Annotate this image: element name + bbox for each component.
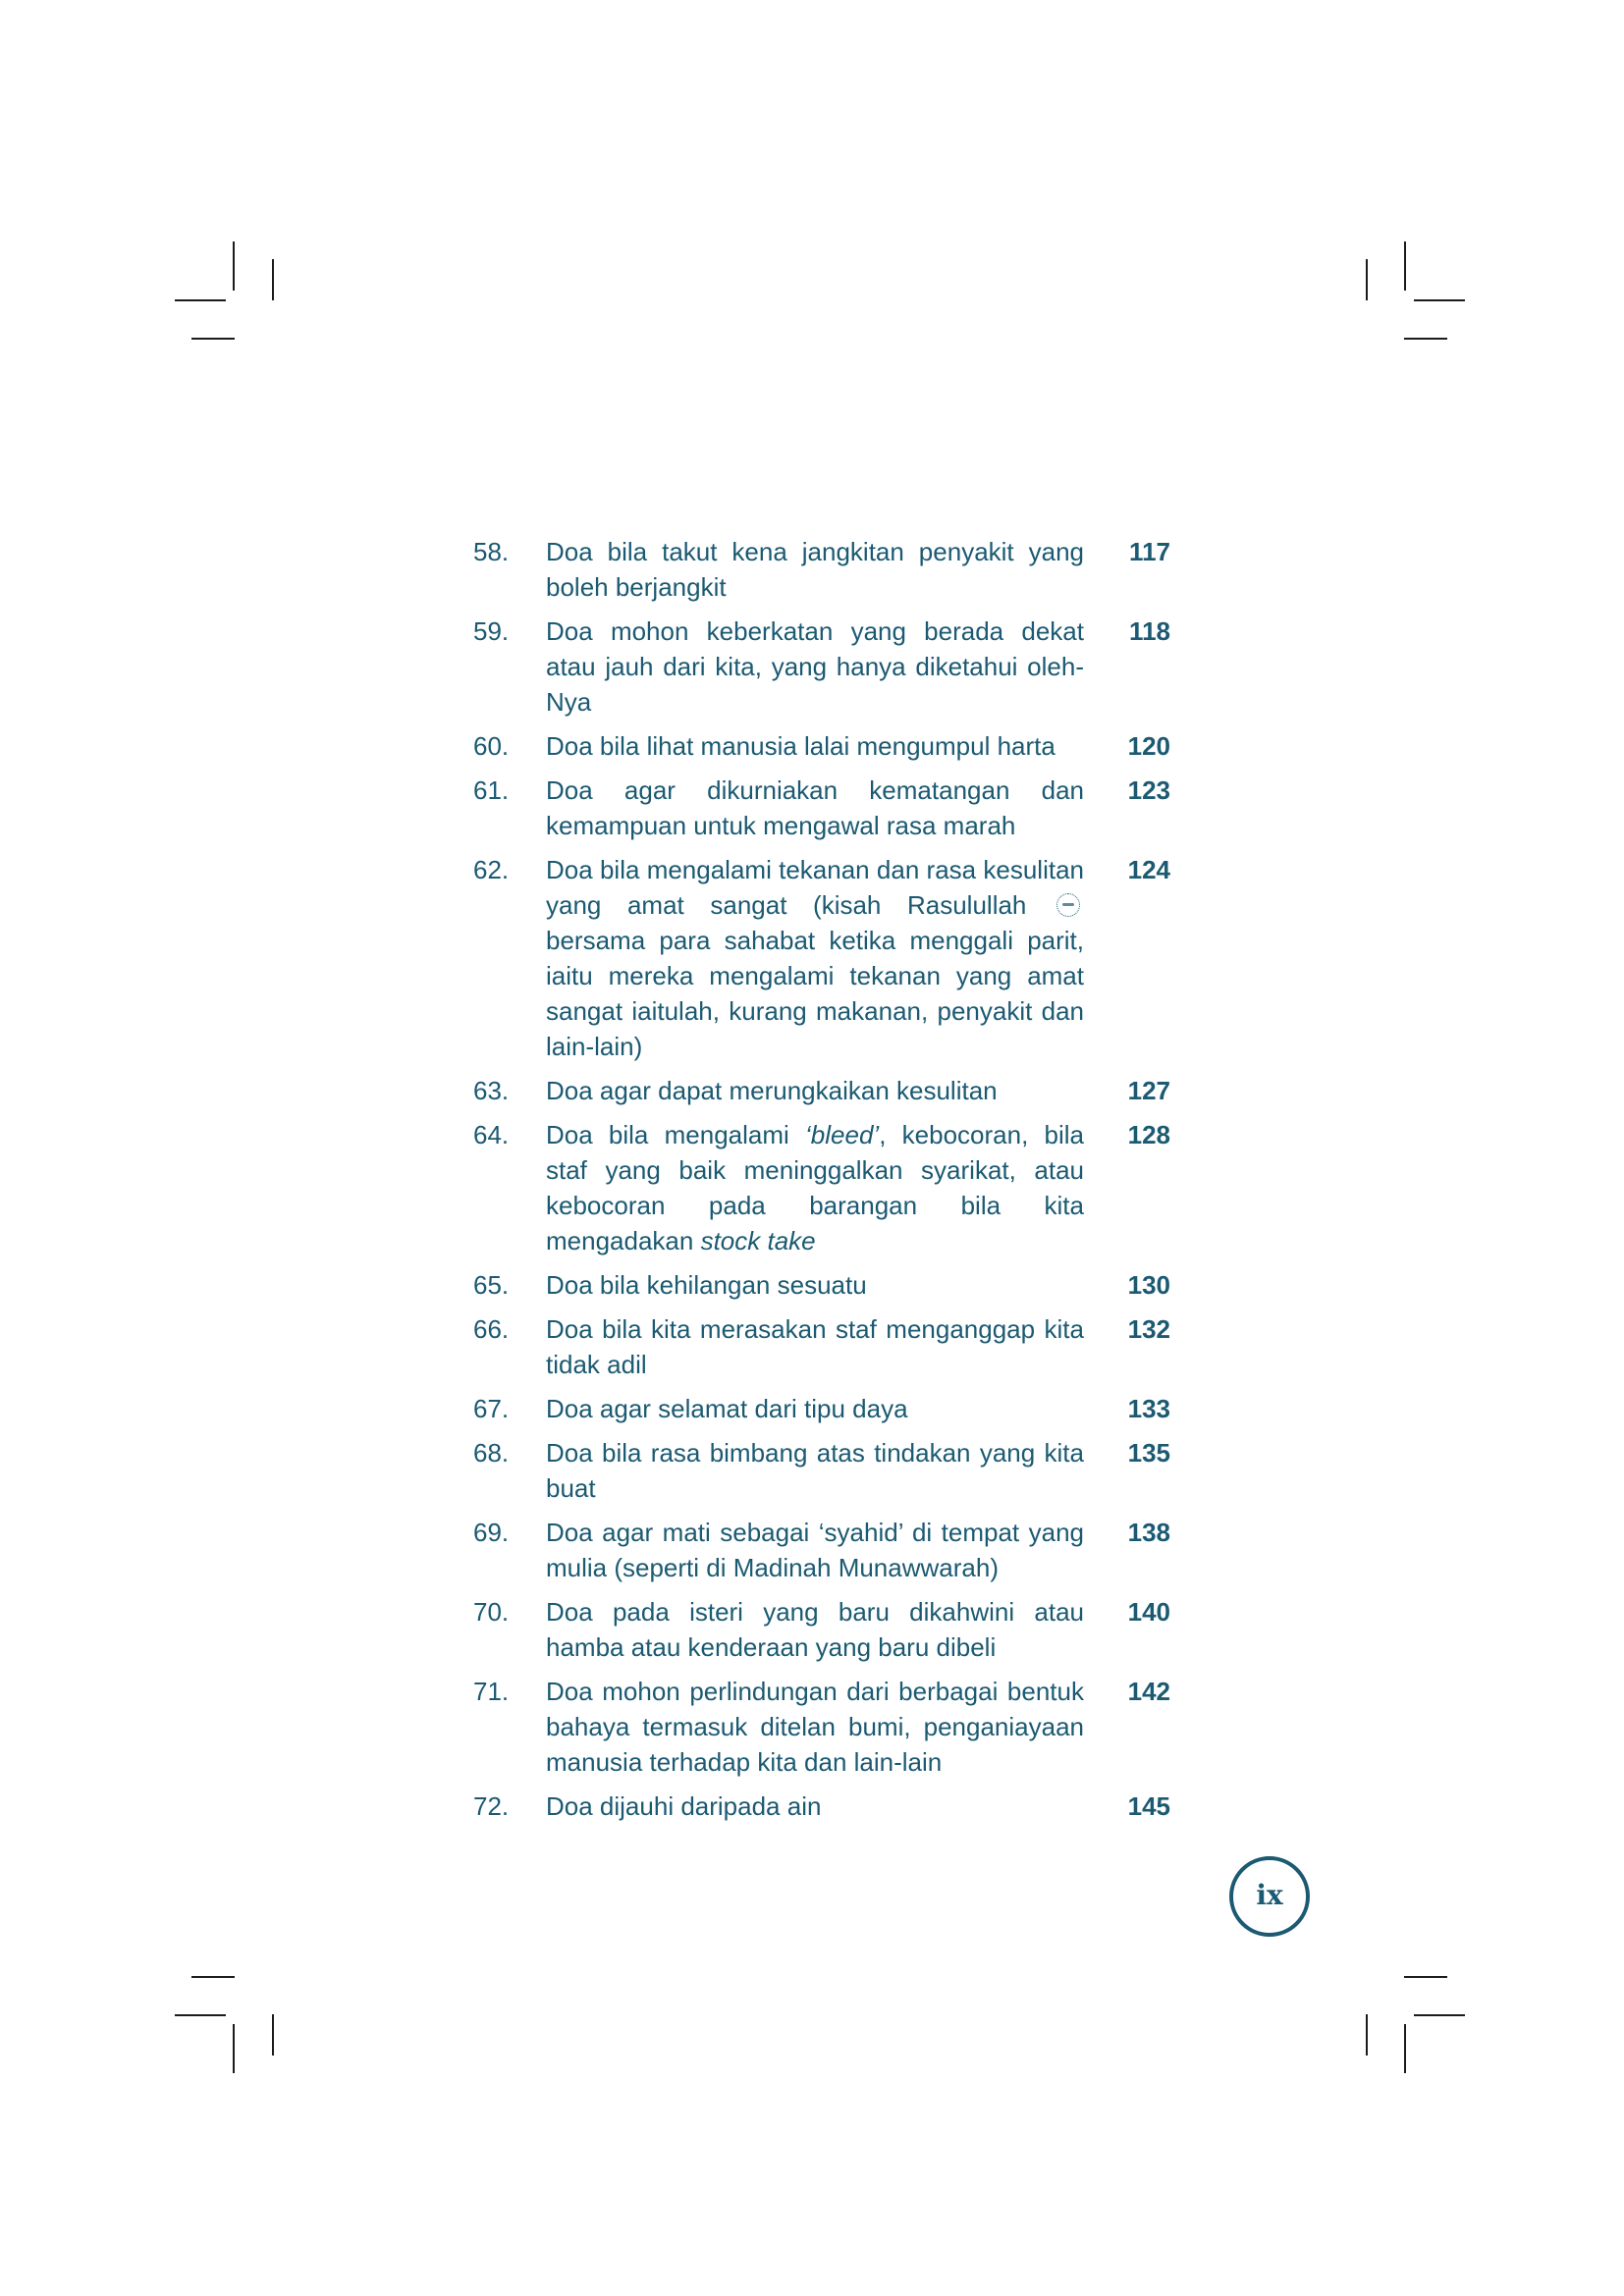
toc-entry-title-text: Doa bila kita merasakan staf menganggap kita tidak adil [546,1314,1084,1379]
toc-entry-title-text: Doa pada isteri yang baru dikahwini atau hamba atau kenderaan yang baru dibeli [546,1597,1084,1662]
crop-mark [1404,2024,1406,2073]
toc-entry-page: 117 [1129,537,1170,566]
toc-entry-title [546,852,1084,1064]
crop-mark [1366,259,1368,300]
toc-entry-title-text: Doa mohon perlindungan dari berbagai bentuk bahaya termasuk ditelan bumi, penganiayaan manusia terhadap kita dan lain-lain [546,1677,1084,1777]
toc-entry[interactable] [473,1674,1170,1780]
toc-entry-title [546,614,1084,720]
toc-entry-number: 72. [473,1791,510,1821]
toc-entry[interactable] [473,1594,1170,1665]
toc-entry-title [546,534,1084,605]
toc-entry-title-text: Doa dijauhi daripada ain [546,1791,822,1821]
toc-entry-page: 145 [1127,1791,1170,1821]
toc-entry[interactable] [473,1117,1170,1258]
toc-entry-number: 69. [473,1518,510,1547]
toc-entry[interactable] [473,1391,1170,1426]
toc-entry[interactable] [473,1073,1170,1108]
toc-entry-title-text: bersama para sahabat ketika menggali parit, iaitu mereka mengalami tekanan yang amat sangat iaitulah, kurang makanan, penyakit dan lain-lain) [546,926,1084,1061]
toc-entry[interactable] [473,534,1170,605]
toc-entry-page: 135 [1127,1438,1170,1468]
toc-entry[interactable] [473,1435,1170,1506]
toc-entry-title [546,1267,1084,1303]
salawat-icon [1056,893,1080,917]
toc-entry-title [546,1391,1084,1426]
toc-entry-title [546,1594,1084,1665]
crop-mark [233,241,235,291]
toc-entry-number: 64. [473,1120,510,1149]
toc-entry[interactable] [473,773,1170,843]
crop-mark [1404,338,1447,340]
toc-entry-number: 67. [473,1394,510,1423]
toc-entry-title [546,1435,1084,1506]
page-number-badge [1229,1856,1310,1937]
toc-entry-page: 138 [1127,1518,1170,1547]
toc-entry-number: 70. [473,1597,510,1627]
crop-mark [175,299,226,301]
toc-entry-title-italic: ‘bleed’ [805,1120,880,1149]
toc-entry-number: 58. [473,537,510,566]
crop-mark [233,2024,235,2073]
crop-mark [175,2014,226,2016]
toc-entry-number: 66. [473,1314,510,1344]
crop-mark [191,1976,235,1978]
toc-entry-number: 71. [473,1677,510,1706]
toc-entry-title [546,1117,1084,1258]
toc-entry-title-italic: stock take [700,1226,816,1255]
toc-entry-title-text: Doa bila takut kena jangkitan penyakit yang boleh berjangkit [546,537,1084,602]
toc-entry-page: 123 [1127,775,1170,805]
toc-entry[interactable] [473,728,1170,764]
toc-entry-page: 124 [1127,855,1170,884]
toc-entry-page: 118 [1129,616,1170,646]
toc-entry-title-text: Doa agar dikurniakan kematangan dan kemampuan untuk mengawal rasa marah [546,775,1084,840]
toc-entry-number: 63. [473,1076,510,1105]
toc-entry-title [546,1515,1084,1585]
toc-entry-title [546,1073,1084,1108]
toc-entry-page: 130 [1127,1270,1170,1300]
toc-entry-title-text: Doa agar mati sebagai ‘syahid’ di tempat yang mulia (seperti di Madinah Munawwarah) [546,1518,1084,1582]
toc-entry-page: 140 [1127,1597,1170,1627]
crop-mark [1404,1976,1447,1978]
toc-entry-page: 133 [1127,1394,1170,1423]
toc-entry-number: 59. [473,616,510,646]
toc-entry-page: 132 [1127,1314,1170,1344]
crop-mark [1414,299,1465,301]
toc-entry[interactable] [473,1515,1170,1585]
toc-entry-page: 128 [1127,1120,1170,1149]
crop-mark [1366,2014,1368,2056]
toc-entry-title [546,1311,1084,1382]
toc-entry-title [546,728,1084,764]
toc-entry-title-text: Doa bila rasa bimbang atas tindakan yang kita buat [546,1438,1084,1503]
toc-entry-number: 62. [473,855,510,884]
crop-mark [191,338,235,340]
toc-entry-number: 60. [473,731,510,761]
crop-mark [1414,2014,1465,2016]
toc-entry-title [546,1674,1084,1780]
toc-entry-title [546,773,1084,843]
toc-entry-title-text: , kebocoran, bila staf yang baik meninggalkan syarikat, atau kebocoran pada barangan bila kita mengadakan [546,1120,1084,1255]
crop-mark [1404,241,1406,291]
toc-entry-number: 61. [473,775,510,805]
table-of-contents [473,534,1170,1833]
toc-entry[interactable] [473,614,1170,720]
toc-entry-number: 65. [473,1270,510,1300]
toc-entry-page: 127 [1127,1076,1170,1105]
toc-entry-title-text: Doa bila mengalami [546,1120,806,1149]
crop-mark [272,2014,274,2056]
toc-entry-title-text: Doa agar selamat dari tipu daya [546,1394,908,1423]
toc-entry[interactable] [473,1311,1170,1382]
toc-entry-title [546,1789,1084,1824]
toc-entry-page: 142 [1127,1677,1170,1706]
page-number: ix [1256,1879,1283,1911]
toc-entry[interactable] [473,1267,1170,1303]
toc-entry-title-text: Doa bila lihat manusia lalai mengumpul harta [546,731,1056,761]
crop-mark [272,259,274,300]
toc-entry-title-text: Doa bila mengalami tekanan dan rasa kesulitan yang amat sangat (kisah Rasulullah [546,855,1084,920]
toc-entry[interactable] [473,1789,1170,1824]
toc-entry-page: 120 [1127,731,1170,761]
toc-entry-title-text: Doa bila kehilangan sesuatu [546,1270,867,1300]
toc-entry-number: 68. [473,1438,510,1468]
toc-entry-title-text: Doa mohon keberkatan yang berada dekat atau jauh dari kita, yang hanya diketahui oleh-Nya [546,616,1084,717]
toc-entry-title-text: Doa agar dapat merungkaikan kesulitan [546,1076,998,1105]
toc-entry[interactable] [473,852,1170,1064]
